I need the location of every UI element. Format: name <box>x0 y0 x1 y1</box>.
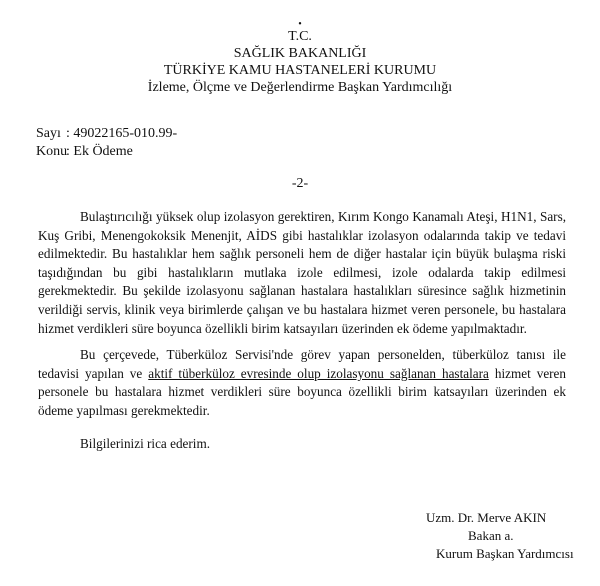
sayi-row <box>36 125 177 143</box>
letter-body <box>38 208 566 461</box>
paragraph-2-end: hizmet veren personele bu hastalara hizmet verdikleri süre boyunca özellikli birim katsayıları üzerinden ek ödeme yapılması gerekmektedir. <box>38 365 567 418</box>
letterhead-ministry: SAĞLIK BAKANLIĞI <box>233 46 367 61</box>
letterhead <box>0 19 600 96</box>
closing-line: Bilgilerinizi rica ederim. <box>80 435 210 451</box>
letterhead-institution: TÜRKİYE KAMU HASTANELERİ KURUMU <box>163 63 437 78</box>
letterhead-mark: • <box>298 19 302 30</box>
paragraph-2 <box>38 346 566 420</box>
signatory-name: Uzm. Dr. Merve AKIN <box>426 510 547 525</box>
signatory-title-1: Bakan a. <box>468 528 514 543</box>
letterhead-tc: T.C. <box>288 29 312 44</box>
paragraph-1: Bulaştırıcılığı yüksek olup izolasyon gerektiren, Kırım Kongo Kanamalı Ateşi, H1N1, Sars, Kuş Gribi, Menengokoksik Menenjit, AİDS gibi hastalıklar izolasyon odalarında takip ve tedavi edilmektedir. Bu hastalıklar hem sağlık personeli hem de diğer hastalar için büyük bulaşma riski taşıdığından bu gibi hastalıkların mutlaka izole edilmesi, izole odalarda takip edilmesi gerekmektedir. Bu şekilde izolasyonu sağlanan hastalara hastalıkları süresince sağlık hizmetinin verildiği servis, klinik veya birimlerde çalışan ve bu hastalara hizmet veren personele, bu hastalara hizmet verdikleri süre boyunca özellikli birim katsayıları üzerinden ek ödeme yapılmaktadır. <box>38 209 566 336</box>
signature-block <box>426 509 574 563</box>
document-meta <box>36 125 177 161</box>
page-number: -2- <box>291 176 309 191</box>
paragraph-2-start: Bu çerçevede, Tüberküloz Servisi'nde görev yapan personelden, tüberküloz tanısı ile tedavisi yapılan ve <box>38 347 566 381</box>
konu-label: Konu <box>36 144 68 159</box>
konu-row <box>36 143 177 161</box>
signatory-title-2: Kurum Başkan Yardımcısı <box>436 546 574 561</box>
sayi-value: : 49022165-010.99- <box>66 126 178 141</box>
letterhead-department: İzleme, Ölçme ve Değerlendirme Başkan Yardımcılığı <box>147 80 453 95</box>
paragraph-2-underlined: aktif tüberküloz evresinde olup izolasyonu sağlanan hastalara <box>148 365 489 381</box>
sayi-label: Sayı <box>36 126 61 141</box>
konu-value: : Ek Ödeme <box>66 144 133 159</box>
